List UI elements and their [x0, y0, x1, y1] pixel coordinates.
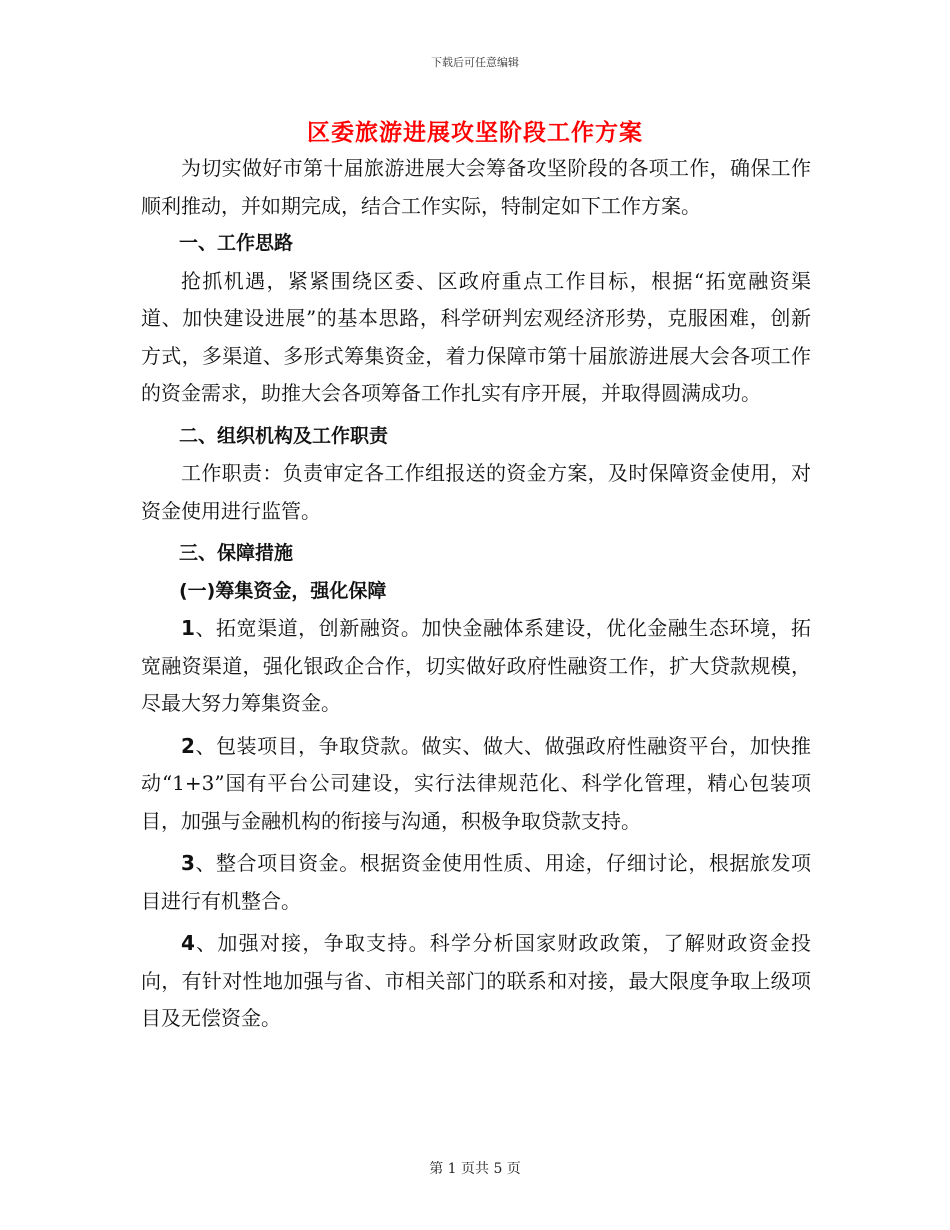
page-number-footer: 第 1 页共 5 页 — [429, 1161, 521, 1177]
intro-paragraph: 为切实做好市第十届旅游进展大会筹备攻坚阶段的各项工作，确保工作顺利推动，并如期完成，结合工作实际，特制定如下工作方案。 — [141, 156, 811, 218]
document-body — [141, 150, 811, 1038]
measure-item-2 — [141, 728, 811, 841]
measure-item-4 — [141, 925, 811, 1038]
measure-item-number: 2 — [181, 733, 195, 758]
section-3-subheading: (一)筹集资金，强化保障 — [179, 579, 387, 602]
measure-item-number: 3 — [181, 851, 195, 875]
section-2-heading: 二、组织机构及工作职责 — [179, 424, 389, 447]
measure-item-number: 4 — [181, 931, 195, 955]
measure-item-text: 、加强对接，争取支持。科学分析国家财政政策，了解财政资金投向，有针对性地加强与省、市相关部门的联系和对接，最大限度争取上级项目及无偿资金。 — [141, 931, 811, 1030]
measure-item-1 — [141, 610, 811, 723]
document-title: 区委旅游进展攻坚阶段工作方案 — [307, 119, 643, 146]
measure-item-text: 、拓宽渠道，创新融资。加快金融体系建设，优化金融生态环境，拓宽融资渠道，强化银政企合作，切实做好政府性融资工作，扩大贷款规模，尽最大努力筹集资金。 — [141, 616, 811, 715]
section-1-paragraph: 抢抓机遇，紧紧围绕区委、区政府重点工作目标，根据“拓宽融资渠道、加快建设进展”的基本思路，科学研判宏观经济形势，克服困难，创新方式，多渠道、多形式筹集资金，着力保障市第十届旅游进展大会各项工作的资金需求，助推大会各项筹备工作扎实有序开展，并取得圆满成功。 — [141, 268, 811, 405]
measure-item-text: 、包装项目，争取贷款。做实、做大、做强政府性融资平台，加快推动“1+3”国有平台公司建设，实行法律规范化、科学化管理，精心包装项目，加强与金融机构的衔接与沟通，积极争取贷款支持。 — [141, 733, 811, 833]
section-3-heading: 三、保障措施 — [179, 542, 294, 564]
measure-item-text: 、整合项目资金。根据资金使用性质、用途，仔细讨论，根据旅发项目进行有机整合。 — [141, 851, 811, 913]
section-2-paragraph: 工作职责：负责审定各工作组报送的资金方案，及时保障资金使用，对资金使用进行监管。 — [141, 461, 811, 523]
measure-item-3 — [141, 845, 811, 920]
section-1-heading: 一、工作思路 — [179, 232, 294, 254]
measure-item-number: 1 — [181, 616, 195, 640]
page-header-note: 下载后可任意编辑 — [431, 56, 519, 69]
